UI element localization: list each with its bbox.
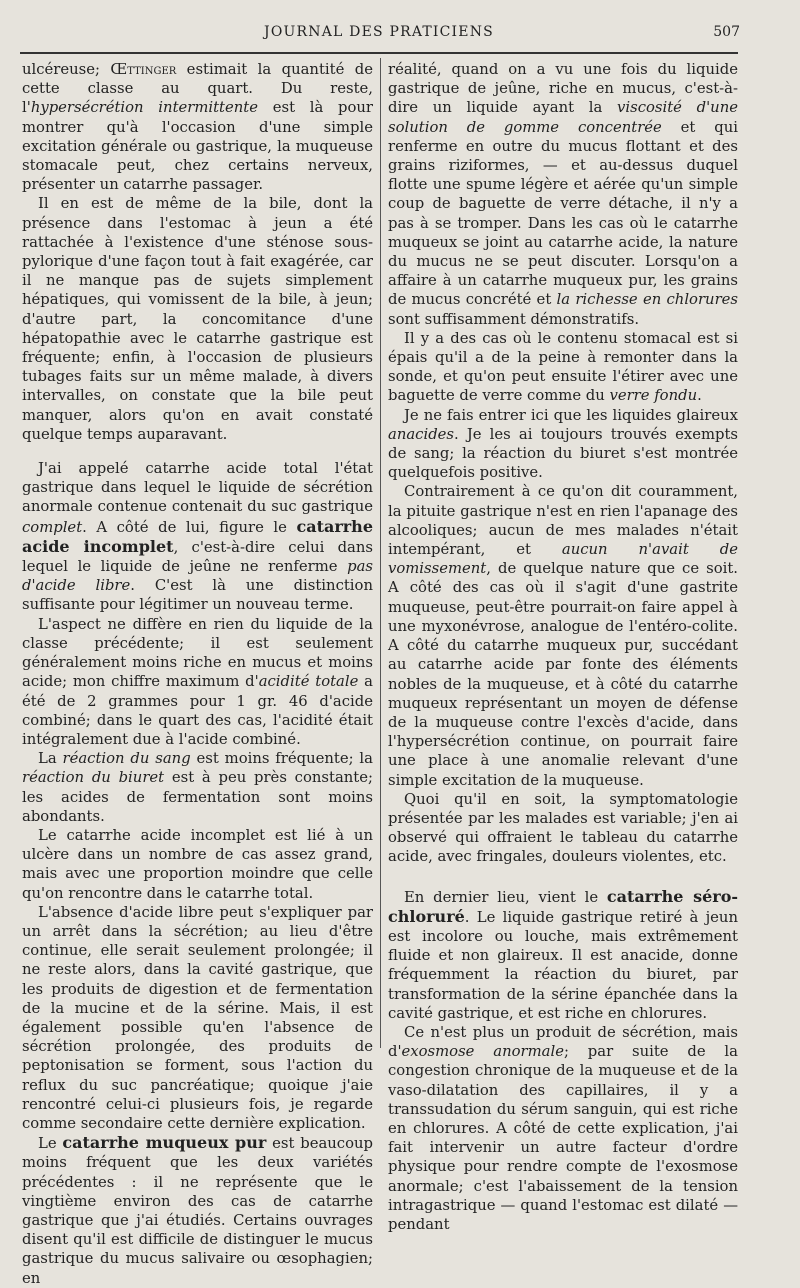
section-term: catarrhe muqueux pur — [62, 1133, 267, 1153]
paragraph: Le catarrhe muqueux pur est beaucoup moins fréquent que les deux variétés précédentes : il ne représente que le vingtième environ des cas de catarrhe gastrique que j'ai étudiés. Certains ouvrages disent qu'il est difficile de distinguer le mucus gastrique du mucus salivaire ou œsophagien; en — [22, 1133, 373, 1287]
journal-title: JOURNAL DES PRATICIENS — [264, 24, 494, 40]
right-column — [388, 60, 739, 1233]
paragraph: Contrairement à ce qu'on dit couramment, la pituite gastrique n'est en rien l'apanage des alcooliques; aucun de mes malades n'était intempérant, et aucun n'avait de vomissement, de quelque nature que ce soit. A côté des cas où il s'agit d'une gastrite muqueuse, peut-être pourrait-on faire appel à une myxonévrose, analogue de l'entéro-colite. A côté du catarrhe muqueux pur, succédant au catarrhe acide par fonte des éléments nobles de la muqueuse, et à côté du catarrhe muqueux représentant un moyen de défense de la muqueuse contre l'excès d'acide, dans l'hypersécrétion continue, on pourrait faire une place à une anomalie relevant d'une simple excitation de la muqueuse. — [388, 483, 738, 789]
paragraph: La réaction du sang est moins fréquente; la réaction du biuret est à peu près constante; les acides de fermentation sont moins abondants. — [22, 750, 373, 825]
section-term: catarrhe acide incomplet — [22, 516, 373, 556]
page-number: 507 — [713, 24, 740, 40]
paragraph: Quoi qu'il en soit, la symptomatologie présentée par les malades est variable; j'en ai observé qui offraient le tableau du catarrhe acide, avec fringales, douleurs violentes, etc. — [388, 790, 738, 866]
header-rule — [20, 52, 738, 54]
paragraph: L'aspect ne diffère en rien du liquide de la classe précédente; il est seulement généralement moins riche en mucus et moins acide; mon chiffre maximum d'acidité totale a été de 2 grammes pour 1 gr. 46 d'acide combiné; dans le quart des cas, l'acidité était intégralement due à l'acide combiné. — [22, 615, 373, 748]
paragraph: J'ai appelé catarrhe acide total l'état gastrique dans lequel le liquide de sécrétion anormale contenue contenait du suc gastrique complet. A côté de lui, figure le catarrhe acide incomplet, c'est-à-dire celui dans lequel le liquide de jeûne ne renferme pas d'acide libre. C'est là une distinction suffisante pour légitimer un nouveau terme. — [22, 460, 374, 614]
paragraph: Je ne fais entrer ici que les liquides glaireux anacides. Je les ai toujours trouvés exempts de sang; la réaction du biuret s'est montrée quelquefois positive. — [388, 406, 738, 482]
left-column — [22, 60, 374, 1287]
author-name: Œttinger — [110, 61, 177, 78]
running-header — [18, 22, 740, 46]
paragraph: réalité, quand on a vu une fois du liquide gastrique de jeûne, riche en mucus, c'est-à-dire un liquide ayant la viscosité d'une solution de gomme concentrée et qui renferme en outre du mucus flottant et des grains riziformes, — et au-dessus duquel flotte une spume légère et aérée qu'un simple coup de baguette de verre détache, il n'y a pas à se tromper. Dans les cas où le catarrhe muqueux se joint au catarrhe acide, la nature du mucus ne se peut discuter. Lorsqu'on a affaire à un catarrhe muqueux pur, les grains de mucus concrété et la richesse en chlorures sont suffisamment démonstratifs. — [388, 61, 738, 328]
section-term: catarrhe séro-chloruré — [388, 886, 739, 926]
paragraph: Il y a des cas où le contenu stomacal est si épais qu'il a de la peine à remonter dans la sonde, et qu'on peut ensuite l'étirer avec une baguette de verre comme du verre fondu. — [388, 329, 738, 405]
paragraph: Le catarrhe acide incomplet est lié à un ulcère dans un nombre de cas assez grand, mais avec une proportion moindre que celle qu'on rencontre dans le catarrhe total. — [22, 826, 373, 902]
paragraph: Ce n'est plus un produit de sécrétion, mais d'exosmose anormale; par suite de la congestion chronique de la muqueuse et de la vaso-dilatation des capillaires, il y a transsudation du sérum sanguin, qui est riche en chlorures. A côté de cette explication, j'ai fait intervenir un autre facteur d'ordre physique pour rendre compte de l'exosmose anormale; c'est l'abaissement de la tension intragastrique — quand l'estomac est dilaté — pendant — [388, 1023, 738, 1233]
paragraph: L'absence d'acide libre peut s'expliquer par un arrêt dans la sécrétion; au lieu d'être continue, elle serait seulement prolongée; il ne reste alors, dans la cavité gastrique, que les produits de digestion et de fermentation de la mucine et de la sérine. Mais, il est également possible qu'en l'absence de sécrétion prolongée, des produits de peptonisation se forment, sous l'action du reflux du suc pancréatique; quoique j'aie rencontré celui-ci plusieurs fois, je regarde comme secondaire cette dernière explication. — [22, 903, 373, 1132]
column-divider — [380, 58, 381, 1048]
paragraph: ulcéreuse; Œttinger estimait la quantité de cette classe au quart. Du reste, l'hypersécrétion intermittente est là pour montrer qu'à l'occasion d'une simple excitation générale ou gastrique, la muqueuse stomacale peut, chez certains nerveux, présenter un catarrhe passager. — [22, 61, 373, 194]
paragraph: Il en est de même de la bile, dont la présence dans l'estomac à jeun a été rattachée à l'existence d'une sténose sous-pylorique d'une façon tout à fait exagérée, car il ne manque pas de sujets simplement hépatiques, qui vomissent de la bile, à jeun; d'autre part, la concomitance d'une hépatopathie avec le catarrhe gastrique est fréquente; enfin, à l'occasion de plusieurs tubages faits sur un même malade, à divers intervalles, on constate que la bile peut manquer, alors qu'on en avait constaté quelque temps auparavant. — [22, 195, 373, 443]
paragraph: En dernier lieu, vient le catarrhe séro-chloruré. Le liquide gastrique retiré à jeun est incolore ou louche, mais extrêmement fluide et non glaireux. Il est anacide, donne fréquemment la réaction du biuret, par transformation de la sérine épanchée dans la cavité gastrique, et est riche en chlorures. — [388, 886, 739, 1022]
